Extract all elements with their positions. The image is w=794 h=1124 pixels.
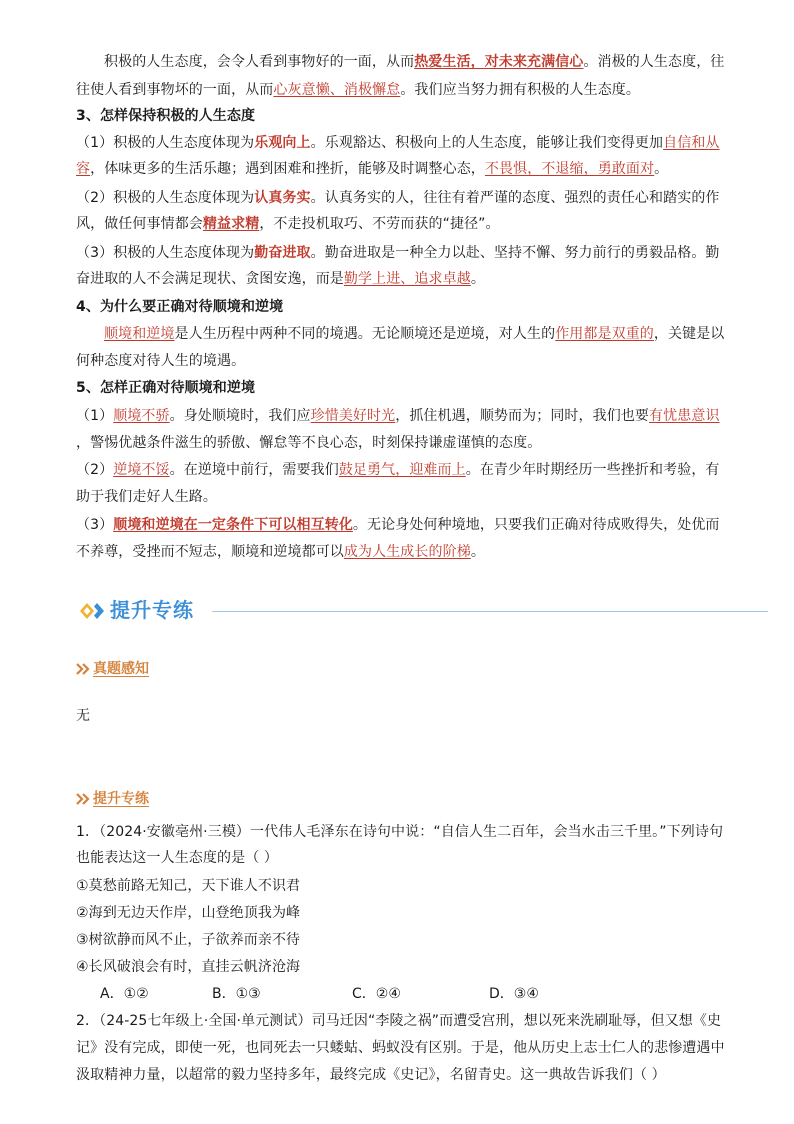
p3-3-line2: 奋进取的人不会满足现状、贪图安逸，而是勤学上进、追求卓越。 [76, 271, 485, 287]
keyword: 勤奋进取 [254, 245, 311, 261]
subsection-title: 真题感知 [93, 661, 149, 677]
question-2-stem-line2: 记》没有完成，即使一死，也同死去一只蝼蛄、蚂蚁没有区别。于是，他从历史上志士仁人的悲惨遭遇中 [76, 1040, 725, 1056]
p5-3-line2: 不养尊，受挫而不短志，顺境和逆境都可以成为人生成长的阶梯。 [76, 544, 485, 560]
question-1-stem-line2: 也能表达这一人生态度的是（ ） [76, 850, 278, 866]
section-title: 提升专练 [110, 598, 194, 622]
question-2-stem-line1: 2．（24-25七年级上·全国·单元测试）司马迁因“李陵之祸”而遭受宫刑，想以死来洗刷耻辱，但又想《史 [76, 1013, 722, 1029]
highlight-phrase: 顺境不骄 [113, 408, 170, 424]
option-d[interactable]: D．③④ [489, 986, 539, 1002]
question-1-item: ③树欲静而风不止，子欲养而亲不待 [76, 932, 301, 948]
p5-2-line2: 助于我们走好人生路。 [76, 489, 217, 505]
highlight-phrase: 顺境和逆境在一定条件下可以相互转化 [113, 517, 353, 533]
p5-1-line2: ，警惕优越条件滋生的骄傲、懈怠等不良心态，时刻保持谦虚谨慎的态度。 [76, 435, 542, 451]
highlight-phrase: 精益求精 [202, 216, 260, 232]
double-diamond-icon [80, 600, 106, 622]
p4-line1: 顺境和逆境是人生历程中两种不同的境遇。无论顺境还是逆境，对人生的作用都是双重的，关键是以 [104, 326, 725, 342]
heading-4: 4、为什么要正确对待顺境和逆境 [76, 299, 284, 315]
double-chevron-icon [76, 792, 92, 806]
highlight-phrase: 成为人生成长的阶梯 [343, 544, 471, 560]
p3-3-line1: （3）积极的人生态度体现为勤奋进取。勤奋进取是一种全力以赴、坚持不懈、努力前行的勇毅品格。勤 [76, 245, 720, 261]
question-1-stem-line1: 1．（2024·安徽亳州·三模）一代伟人毛泽东在诗句中说：“自信人生二百年，会当水击三千里。”下列诗句 [76, 824, 724, 840]
p3-1-line1: （1）积极的人生态度体现为乐观向上。乐观豁达、积极向上的人生态度，能够让我们变得更加自信和从 [76, 135, 720, 151]
option-c[interactable]: C．②④ [352, 986, 401, 1002]
p3-2-line1: （2）积极的人生态度体现为认真务实。认真务实的人，往往有着严谨的态度、强烈的责任心和踏实的作 [76, 190, 720, 206]
option-b[interactable]: B．①③ [212, 986, 261, 1002]
highlight-phrase: 不畏惧，不退缩，勇敢面对 [484, 161, 655, 177]
p5-2-line1: （2）逆境不馁。在逆境中前行，需要我们鼓足勇气，迎难而上。在青少年时期经历一些挫折和考验，有 [76, 462, 720, 478]
highlight-phrase: 顺境和逆境 [104, 326, 175, 342]
question-1-item: ②海到无边天作岸，山登绝顶我为峰 [76, 905, 301, 921]
highlight-phrase: 自信和从 [663, 135, 720, 151]
highlight-phrase: 热爱生活，对未来充满信心 [414, 54, 584, 70]
option-a[interactable]: A．①② [100, 986, 149, 1002]
heading-3: 3、怎样保持积极的人生态度 [76, 108, 256, 124]
highlight-phrase: 珍惜美好时光 [310, 408, 396, 424]
section-header [80, 596, 700, 626]
keyword: 认真务实 [254, 190, 311, 206]
heading-5: 5、怎样正确对待顺境和逆境 [76, 380, 256, 396]
keyword: 乐观向上 [254, 135, 311, 151]
double-chevron-icon [76, 662, 92, 676]
p3-1-line2: 容，体味更多的生活乐趣；遇到困难和挫折，能够及时调整心态，不畏惧，不退缩，勇敢面对。 [76, 161, 669, 177]
question-1-item: ④长风破浪会有时，直挂云帆济沧海 [76, 959, 301, 975]
question-2-stem-line3: 汲取精神力量，以超常的毅力坚持多年，最终完成《史记》，名留青史。这一典故告诉我们（ ） [76, 1067, 666, 1083]
highlight-phrase: 容 [76, 161, 91, 177]
section-divider [212, 611, 768, 612]
highlight-phrase: 作用都是双重的 [555, 326, 654, 342]
highlight-phrase: 心灰意懒、消极懈怠 [273, 82, 401, 98]
para1-line2: 往使人看到事物坏的一面，从而心灰意懒、消极懈怠。我们应当努力拥有积极的人生态度。 [76, 82, 641, 98]
question-1-options [100, 984, 600, 1004]
highlight-phrase: 勤学上进、追求卓越 [343, 271, 471, 287]
subsection-title: 提升专练 [93, 791, 149, 807]
highlight-phrase: 逆境不馁 [113, 462, 170, 478]
p4-line2: 何种态度对待人生的境遇。 [76, 353, 246, 369]
question-1-item: ①莫愁前路无知己，天下谁人不识君 [76, 878, 301, 894]
p5-3-line1: （3）顺境和逆境在一定条件下可以相互转化。无论身处何种境地，只要我们正确对待成败得失，处优而 [76, 517, 720, 533]
para1-line1: 积极的人生态度，会令人看到事物好的一面，从而热爱生活，对未来充满信心。消极的人生态度，往 [104, 54, 725, 70]
subsection-content: 无 [76, 708, 91, 724]
p3-2-line2: 风，做任何事情都会精益求精，不走投机取巧、不劳而获的“捷径”。 [76, 216, 500, 232]
p5-1-line1: （1）顺境不骄。身处顺境时，我们应珍惜美好时光，抓住机遇，顺势而为；同时，我们也要有忧患意识 [76, 408, 720, 424]
highlight-phrase: 有忧患意识 [649, 408, 720, 424]
highlight-phrase: 鼓足勇气，迎难而上 [338, 462, 466, 478]
